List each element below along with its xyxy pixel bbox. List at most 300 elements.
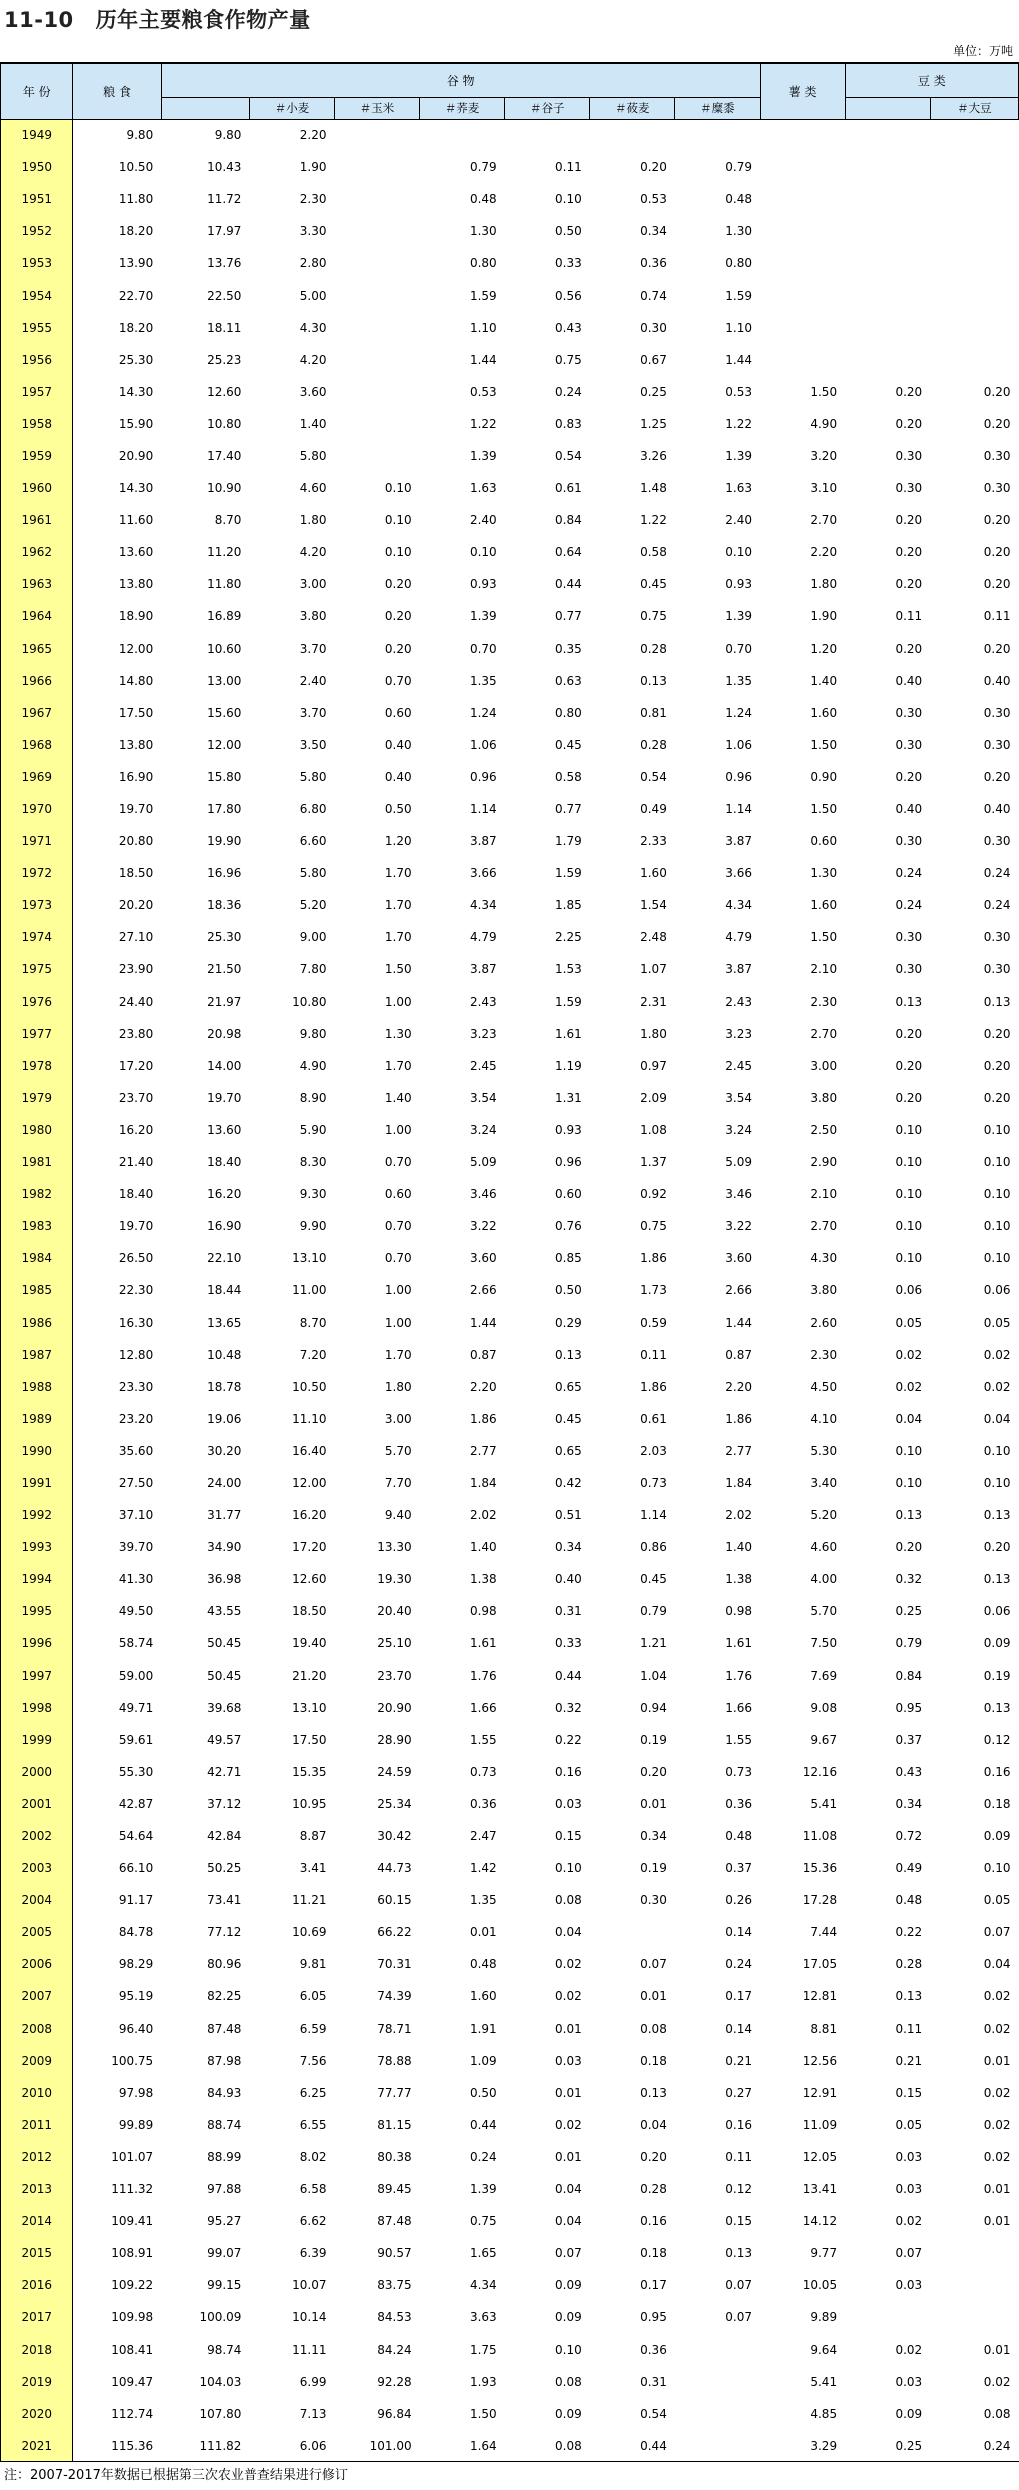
oats-cell: 0.18	[640, 2053, 667, 2068]
buckwheat-cell: 0.96	[469, 769, 497, 784]
soybean-cell: 0.18	[983, 1796, 1011, 1811]
millet-cell: 0.61	[555, 481, 582, 496]
wheat-cell: 8.87	[299, 1829, 327, 1844]
buckwheat-cell: 5.09	[469, 1155, 497, 1170]
cereals-cell: 11.72	[207, 192, 242, 207]
corn-cell: 0.20	[384, 641, 412, 656]
table-row	[1, 889, 1019, 921]
buckwheat-cell: 0.73	[469, 1764, 497, 1779]
wheat-cell: 8.90	[299, 1090, 327, 1105]
table-row	[1, 793, 1019, 825]
year-cell: 2012	[1, 2141, 73, 2173]
year-cell: 1952	[1, 215, 73, 247]
tubers-cell: 9.08	[810, 1700, 838, 1715]
tubers-cell: 1.50	[810, 802, 838, 817]
soybean-cell: 0.10	[983, 1187, 1011, 1202]
wheat-cell: 8.02	[299, 2149, 327, 2164]
soybean-cell	[930, 2237, 1018, 2269]
corn-cell: 28.90	[377, 1732, 412, 1747]
beans-cell: 0.20	[895, 384, 923, 399]
grain-cell: 115.36	[73, 2430, 161, 2462]
oats-cell: 0.20	[640, 2149, 667, 2164]
buckwheat-cell: 2.20	[469, 1379, 497, 1394]
beans-cell: 0.37	[895, 1732, 923, 1747]
soybean-cell	[930, 312, 1018, 344]
broomcorn-millet-cell: 1.10	[725, 320, 752, 335]
table-row	[1, 2430, 1019, 2462]
soybean-cell: 0.02	[983, 2149, 1011, 2164]
table-row	[1, 568, 1019, 600]
oats-cell: 0.97	[640, 1058, 667, 1073]
table-row	[1, 665, 1019, 697]
table-row	[1, 1916, 1019, 1948]
wheat-cell: 5.80	[299, 769, 327, 784]
soybean-cell: 0.30	[983, 481, 1011, 496]
tubers-cell: 2.70	[810, 1026, 838, 1041]
tubers-cell	[760, 151, 845, 183]
millet-cell: 0.10	[555, 192, 582, 207]
beans-cell: 0.07	[895, 2246, 923, 2261]
grain-cell: 14.80	[118, 673, 154, 688]
cereals-cell: 10.48	[207, 1347, 242, 1362]
tubers-cell	[760, 279, 845, 311]
beans-cell: 0.30	[895, 930, 923, 945]
cereals-cell: 42.71	[207, 1764, 242, 1779]
beans-cell: 0.20	[895, 513, 923, 528]
header-beans-total	[845, 97, 930, 119]
tubers-cell: 7.44	[810, 1925, 838, 1940]
table-row	[1, 986, 1019, 1018]
corn-cell: 0.70	[384, 1219, 412, 1234]
beans-cell: 0.03	[895, 2374, 923, 2389]
soybean-cell: 0.04	[983, 1957, 1011, 1972]
table-row	[1, 151, 1019, 183]
cereals-cell: 18.44	[207, 1283, 242, 1298]
grain-cell: 16.20	[118, 1122, 154, 1137]
buckwheat-cell: 0.75	[469, 2214, 497, 2229]
soybean-cell: 0.02	[983, 2117, 1011, 2132]
tubers-cell: 14.12	[802, 2214, 838, 2229]
grain-cell: 17.20	[118, 1058, 154, 1073]
header-beans: 豆 类	[845, 63, 1018, 97]
broomcorn-millet-cell: 1.06	[725, 737, 752, 752]
table-row	[1, 1980, 1019, 2012]
beans-cell: 0.05	[895, 1315, 923, 1330]
tubers-cell: 9.64	[810, 2342, 838, 2357]
header-buckwheat: ＃荞麦	[420, 97, 505, 119]
tubers-cell: 2.20	[810, 545, 838, 560]
year-cell: 1977	[1, 1018, 73, 1050]
broomcorn-millet-cell: 0.73	[725, 1764, 752, 1779]
millet-cell: 0.02	[555, 1989, 582, 2004]
oats-cell: 1.48	[640, 481, 667, 496]
tubers-cell: 1.80	[810, 577, 838, 592]
millet-cell: 0.50	[555, 1283, 582, 1298]
tubers-cell: 9.67	[810, 1732, 838, 1747]
wheat-cell: 18.50	[292, 1604, 327, 1619]
corn-cell: 1.70	[384, 866, 412, 881]
corn-cell: 0.40	[384, 737, 412, 752]
grain-production-table	[0, 62, 1019, 2462]
tubers-cell: 4.10	[810, 1411, 838, 1426]
millet-cell: 0.85	[555, 1251, 582, 1266]
broomcorn-millet-cell: 1.55	[725, 1732, 752, 1747]
table-row	[1, 2045, 1019, 2077]
tubers-cell: 3.00	[810, 1058, 838, 1073]
beans-cell: 0.03	[895, 2149, 923, 2164]
table-row	[1, 857, 1019, 889]
buckwheat-cell: 0.70	[469, 641, 497, 656]
corn-cell: 0.20	[384, 609, 412, 624]
cereals-cell: 87.98	[207, 2053, 242, 2068]
oats-cell: 0.53	[640, 192, 667, 207]
page-title	[4, 4, 311, 34]
soybean-cell: 0.10	[983, 1861, 1011, 1876]
year-cell: 2004	[1, 1884, 73, 1916]
year-cell: 1968	[1, 729, 73, 761]
cereals-cell: 19.70	[207, 1090, 242, 1105]
grain-cell: 12.00	[118, 641, 154, 656]
year-cell: 1975	[1, 953, 73, 985]
broomcorn-millet-cell: 1.24	[725, 705, 752, 720]
grain-cell: 13.60	[118, 545, 154, 560]
grain-cell: 84.78	[118, 1925, 154, 1940]
table-row	[1, 2398, 1019, 2430]
tubers-cell: 11.09	[802, 2117, 838, 2132]
tubers-cell: 7.50	[810, 1636, 838, 1651]
beans-cell: 0.13	[895, 994, 923, 1009]
year-cell: 2007	[1, 1980, 73, 2012]
corn-cell: 83.75	[377, 2278, 412, 2293]
beans-cell: 0.79	[895, 1636, 923, 1651]
tubers-cell: 1.60	[810, 898, 838, 913]
buckwheat-cell: 0.01	[469, 1925, 497, 1940]
soybean-cell: 0.10	[983, 1155, 1011, 1170]
grain-cell: 27.50	[118, 1475, 154, 1490]
soybean-cell: 0.06	[983, 1283, 1011, 1298]
cereals-cell: 15.80	[207, 769, 242, 784]
buckwheat-cell: 0.87	[469, 1347, 497, 1362]
oats-cell: 0.49	[640, 802, 667, 817]
beans-cell: 0.22	[895, 1925, 923, 1940]
buckwheat-cell: 1.14	[469, 802, 497, 817]
wheat-cell: 4.20	[299, 545, 327, 560]
oats-cell: 0.92	[640, 1187, 667, 1202]
corn-cell	[335, 279, 420, 311]
millet-cell: 0.08	[555, 1893, 582, 1908]
corn-cell: 78.71	[377, 2021, 412, 2036]
header-wheat: ＃小麦	[249, 97, 334, 119]
corn-cell	[335, 247, 420, 279]
buckwheat-cell: 2.45	[469, 1058, 497, 1073]
oats-cell: 0.04	[640, 2117, 667, 2132]
corn-cell	[335, 344, 420, 376]
year-cell: 2000	[1, 1756, 73, 1788]
grain-cell: 12.80	[118, 1347, 154, 1362]
cereals-cell: 19.90	[207, 834, 242, 849]
broomcorn-millet-cell: 0.96	[725, 769, 752, 784]
buckwheat-cell: 1.59	[469, 288, 497, 303]
table-row	[1, 2205, 1019, 2237]
grain-cell: 18.20	[118, 320, 154, 335]
soybean-cell: 0.24	[930, 2430, 1018, 2462]
corn-cell	[335, 376, 420, 408]
soybean-cell: 0.09	[983, 1636, 1011, 1651]
table-row	[1, 1210, 1019, 1242]
table-row	[1, 247, 1019, 279]
broomcorn-millet-cell: 0.27	[725, 2085, 752, 2100]
soybean-cell: 0.02	[983, 2374, 1011, 2389]
soybean-cell: 0.10	[983, 1475, 1011, 1490]
broomcorn-millet-cell: 1.30	[725, 224, 752, 239]
year-cell: 1951	[1, 183, 73, 215]
corn-cell: 9.40	[384, 1508, 412, 1523]
year-cell: 2018	[1, 2333, 73, 2365]
broomcorn-millet-cell: 3.87	[725, 962, 752, 977]
year-cell: 1950	[1, 151, 73, 183]
grain-cell: 20.80	[118, 834, 154, 849]
table-row	[1, 1595, 1019, 1627]
corn-cell: 0.10	[384, 481, 412, 496]
broomcorn-millet-cell: 2.43	[725, 994, 752, 1009]
broomcorn-millet-cell: 3.87	[725, 834, 752, 849]
corn-cell: 1.70	[384, 1347, 412, 1362]
corn-cell: 1.50	[384, 962, 412, 977]
tubers-cell: 12.91	[802, 2085, 838, 2100]
beans-cell: 0.10	[895, 1475, 923, 1490]
table-row	[1, 1788, 1019, 1820]
table-row	[1, 1082, 1019, 1114]
cereals-cell: 17.40	[207, 448, 242, 463]
tubers-cell: 1.20	[810, 641, 838, 656]
oats-cell: 1.21	[640, 1636, 667, 1651]
corn-cell: 66.22	[377, 1925, 412, 1940]
grain-cell: 11.80	[118, 192, 154, 207]
tubers-cell: 15.36	[802, 1861, 838, 1876]
broomcorn-millet-cell: 1.39	[725, 609, 752, 624]
cereals-cell: 107.80	[199, 2406, 242, 2421]
wheat-cell: 10.50	[292, 1379, 327, 1394]
soybean-cell: 0.10	[983, 1251, 1011, 1266]
tubers-cell: 5.41	[810, 2374, 838, 2389]
corn-cell: 13.30	[377, 1540, 412, 1555]
grain-cell: 18.40	[118, 1187, 154, 1202]
table-header	[1, 63, 1019, 119]
wheat-cell: 3.70	[299, 705, 327, 720]
buckwheat-cell: 1.55	[469, 1732, 497, 1747]
wheat-cell: 9.30	[299, 1187, 327, 1202]
year-cell: 2016	[1, 2269, 73, 2301]
soybean-cell: 0.05	[983, 1893, 1011, 1908]
cereals-cell: 11.80	[207, 577, 242, 592]
cereals-cell: 50.45	[207, 1636, 242, 1651]
buckwheat-cell: 1.24	[469, 705, 497, 720]
beans-cell: 0.11	[895, 609, 923, 624]
wheat-cell: 6.59	[299, 2021, 327, 2036]
year-cell: 2009	[1, 2045, 73, 2077]
wheat-cell: 1.40	[299, 416, 327, 431]
corn-cell: 1.00	[384, 1283, 412, 1298]
header-soybean: ＃大豆	[930, 97, 1018, 119]
corn-cell: 1.80	[384, 1379, 412, 1394]
beans-cell: 0.30	[895, 737, 923, 752]
corn-cell: 1.20	[384, 834, 412, 849]
beans-cell: 0.03	[895, 2278, 923, 2293]
millet-cell: 0.11	[555, 160, 582, 175]
soybean-cell: 0.05	[983, 1315, 1011, 1330]
beans-cell: 0.10	[895, 1251, 923, 1266]
corn-cell	[335, 215, 420, 247]
grain-cell: 23.80	[118, 1026, 154, 1041]
soybean-cell	[930, 2269, 1018, 2301]
cereals-cell: 84.93	[207, 2085, 242, 2100]
cereals-cell: 87.48	[207, 2021, 242, 2036]
millet-cell: 0.03	[555, 1796, 582, 1811]
corn-cell: 87.48	[377, 2214, 412, 2229]
year-cell: 1996	[1, 1627, 73, 1659]
wheat-cell: 13.10	[292, 1251, 327, 1266]
cereals-cell: 13.76	[207, 256, 242, 271]
tubers-cell: 1.50	[810, 930, 838, 945]
grain-cell: 66.10	[118, 1861, 154, 1876]
year-cell: 1994	[1, 1563, 73, 1595]
year-cell: 1965	[1, 633, 73, 665]
beans-cell: 0.02	[895, 2342, 923, 2357]
tubers-cell: 17.05	[802, 1957, 838, 1972]
oats-cell: 1.86	[640, 1251, 667, 1266]
broomcorn-millet-cell: 0.14	[725, 1925, 752, 1940]
oats-cell: 0.36	[640, 256, 667, 271]
millet-cell: 0.93	[555, 1122, 582, 1137]
beans-cell: 0.06	[895, 1283, 923, 1298]
cereals-cell: 31.77	[207, 1508, 242, 1523]
table-row	[1, 1242, 1019, 1274]
tubers-cell: 7.69	[810, 1668, 838, 1683]
oats-cell: 0.74	[640, 288, 667, 303]
beans-cell: 0.25	[845, 2430, 930, 2462]
table-row	[1, 536, 1019, 568]
wheat-cell: 6.99	[299, 2374, 327, 2389]
tubers-cell: 0.90	[810, 769, 838, 784]
year-cell: 2003	[1, 1852, 73, 1884]
buckwheat-cell: 1.35	[469, 1893, 497, 1908]
oats-cell: 2.48	[640, 930, 667, 945]
cereals-cell: 12.60	[207, 384, 242, 399]
table-row	[1, 1627, 1019, 1659]
cereals-cell: 18.40	[207, 1155, 242, 1170]
oats-cell: 1.80	[640, 1026, 667, 1041]
broomcorn-millet-cell: 0.14	[725, 2021, 752, 2036]
millet-cell	[505, 119, 590, 151]
grain-cell: 49.50	[118, 1604, 154, 1619]
millet-cell: 1.53	[555, 962, 582, 977]
millet-cell: 0.22	[555, 1732, 582, 1747]
soybean-cell	[930, 2301, 1018, 2333]
buckwheat-cell: 1.40	[469, 1540, 497, 1555]
buckwheat-cell: 1.35	[469, 673, 497, 688]
year-cell: 1998	[1, 1692, 73, 1724]
table-row	[1, 600, 1019, 632]
table-row	[1, 1018, 1019, 1050]
oats-cell: 0.07	[640, 1957, 667, 1972]
tubers-cell: 1.90	[810, 609, 838, 624]
corn-cell: 80.38	[377, 2149, 412, 2164]
oats-cell: 0.79	[640, 1604, 667, 1619]
beans-cell	[845, 344, 930, 376]
millet-cell: 0.33	[555, 256, 582, 271]
table-row	[1, 1948, 1019, 1980]
cereals-cell: 36.98	[207, 1572, 242, 1587]
millet-cell: 0.58	[555, 769, 582, 784]
grain-cell: 100.75	[111, 2053, 154, 2068]
year-cell: 1971	[1, 825, 73, 857]
year-cell: 1957	[1, 376, 73, 408]
millet-cell: 0.40	[555, 1572, 582, 1587]
beans-cell	[845, 247, 930, 279]
table-row	[1, 2109, 1019, 2141]
oats-cell: 0.45	[640, 1572, 667, 1587]
broomcorn-millet-cell: 0.48	[725, 192, 752, 207]
soybean-cell: 0.02	[983, 1989, 1011, 2004]
buckwheat-cell: 1.64	[420, 2430, 505, 2462]
corn-cell: 84.53	[377, 2310, 412, 2325]
broomcorn-millet-cell: 1.44	[725, 1315, 752, 1330]
grain-cell: 13.80	[118, 737, 154, 752]
millet-cell: 0.75	[555, 352, 582, 367]
year-cell: 1990	[1, 1435, 73, 1467]
wheat-cell: 3.00	[299, 577, 327, 592]
broomcorn-millet-cell: 0.07	[725, 2278, 752, 2293]
grain-cell: 98.29	[118, 1957, 154, 1972]
broomcorn-millet-cell: 1.86	[725, 1411, 752, 1426]
grain-cell: 27.10	[118, 930, 154, 945]
wheat-cell: 10.69	[292, 1925, 327, 1940]
millet-cell: 0.09	[555, 2406, 582, 2421]
table-body	[1, 119, 1019, 2462]
oats-cell: 0.45	[640, 577, 667, 592]
oats-cell: 0.08	[640, 2021, 667, 2036]
grain-cell: 37.10	[118, 1508, 154, 1523]
corn-cell	[335, 312, 420, 344]
soybean-cell: 0.20	[983, 513, 1011, 528]
millet-cell: 0.43	[555, 320, 582, 335]
wheat-cell: 11.10	[292, 1411, 327, 1426]
corn-cell	[335, 183, 420, 215]
table-row	[1, 2237, 1019, 2269]
wheat-cell: 6.55	[299, 2117, 327, 2132]
buckwheat-cell: 0.36	[469, 1796, 497, 1811]
tubers-cell: 3.20	[810, 448, 838, 463]
year-cell: 1963	[1, 568, 73, 600]
buckwheat-cell: 1.39	[469, 2182, 497, 2197]
cereals-cell: 50.45	[207, 1668, 242, 1683]
grain-cell: 23.90	[118, 962, 154, 977]
tubers-cell: 11.08	[802, 1829, 838, 1844]
millet-cell: 0.29	[555, 1315, 582, 1330]
buckwheat-cell: 1.10	[469, 320, 497, 335]
table-row	[1, 1884, 1019, 1916]
millet-cell: 0.13	[555, 1347, 582, 1362]
table-row	[1, 1371, 1019, 1403]
header-grain: 粮 食	[73, 63, 161, 119]
buckwheat-cell: 2.77	[469, 1443, 497, 1458]
grain-cell: 42.87	[118, 1796, 154, 1811]
year-cell: 2015	[1, 2237, 73, 2269]
wheat-cell: 21.20	[292, 1668, 327, 1683]
corn-cell: 89.45	[377, 2182, 412, 2197]
broomcorn-millet-cell: 0.70	[725, 641, 752, 656]
buckwheat-cell: 3.87	[469, 834, 497, 849]
